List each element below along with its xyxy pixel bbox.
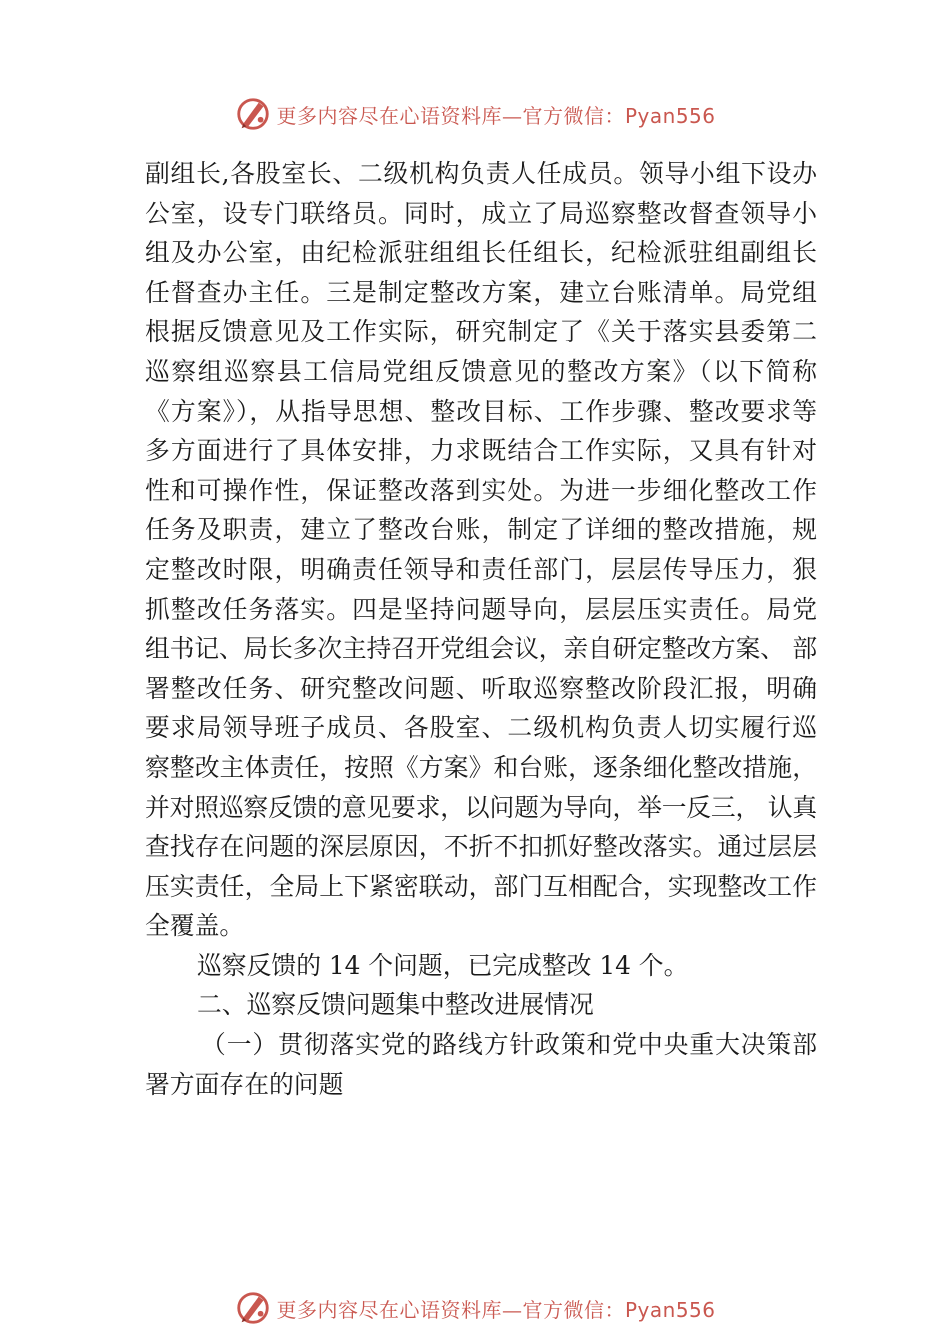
text-line: 组及办公室，由纪检派驻组组长任组长，纪检派驻组副组长 bbox=[145, 238, 817, 268]
text-line: 公室，设专门联络员。同时，成立了局巡察整改督查领导小 bbox=[145, 198, 817, 228]
text-line: （一）贯彻落实党的路线方针政策和党中央重大决策部 bbox=[201, 1030, 817, 1060]
text-line: 巡察组巡察县工信局党组反馈意见的整改方案》（以下简称 bbox=[145, 356, 817, 386]
text-line: 《方案》），从指导思想、整改目标、工作步骤、整改要求等 bbox=[145, 396, 817, 426]
text-line: 要求局领导班子成员、各股室、二级机构负责人切实履行巡 bbox=[145, 713, 817, 743]
document-body bbox=[145, 154, 817, 1104]
text-line: 根据反馈意见及工作实际，研究制定了《关于落实县委第二 bbox=[145, 317, 817, 347]
header-banner bbox=[0, 92, 950, 136]
text-line: 压实责任，全局上下紧密联动，部门互相配合，实现整改工作 bbox=[145, 871, 817, 901]
footer-banner bbox=[0, 1286, 950, 1330]
text-line: 并对照巡察反馈的意见要求，以问题为导向，举一反三， 认真 bbox=[145, 792, 817, 822]
banner-wechat-id: Pyan556 bbox=[624, 1297, 716, 1322]
text-line: 察整改主体责任，按照《方案》和台账，逐条细化整改措施， bbox=[145, 752, 817, 782]
text-line: 巡察反馈的 14 个问题，已完成整改 14 个。 bbox=[197, 950, 689, 980]
text-line: 署整改任务、研究整改问题、听取巡察整改阶段汇报，明确 bbox=[145, 673, 817, 703]
banner-text bbox=[276, 100, 715, 129]
text-line: 抓整改任务落实。四是坚持问题导向，层层压实责任。局党 bbox=[145, 594, 817, 624]
section-heading bbox=[145, 985, 817, 1025]
paragraph-2 bbox=[145, 946, 817, 986]
text-line: 二、巡察反馈问题集中整改进展情况 bbox=[197, 990, 594, 1020]
text-line: 性和可操作性，保证整改落到实处。为进一步细化整改工作 bbox=[145, 475, 817, 505]
subsection-heading bbox=[145, 1025, 817, 1104]
banner-text bbox=[276, 1294, 715, 1323]
text-line: 任务及职责，建立了整改台账，制定了详细的整改措施，规 bbox=[145, 515, 817, 545]
banner-dash: — bbox=[501, 103, 523, 128]
pen-logo-icon bbox=[234, 1289, 272, 1327]
banner-official-label: 官方微信： bbox=[522, 103, 625, 128]
text-line: 多方面进行了具体安排，力求既结合工作实际，又具有针对 bbox=[145, 436, 817, 466]
text-line: 副组长,各股室长、二级机构负责人任成员。领导小组下设办 bbox=[145, 159, 817, 188]
banner-wechat-id: Pyan556 bbox=[624, 103, 716, 128]
text-line: 署方面存在的问题 bbox=[145, 1069, 344, 1099]
banner-dash: — bbox=[501, 1297, 523, 1322]
text-line: 组书记、局长多次主持召开党组会议，亲自研定整改方案、 部 bbox=[145, 634, 817, 664]
banner-slogan: 更多内容尽在心语资料库 bbox=[276, 103, 502, 128]
text-line: 定整改时限，明确责任领导和责任部门，层层传导压力，狠 bbox=[145, 554, 817, 584]
banner-official-label: 官方微信： bbox=[522, 1297, 625, 1322]
text-line: 查找存在问题的深层原因，不折不扣抓好整改落实。通过层层 bbox=[145, 832, 817, 862]
paragraph-1 bbox=[145, 154, 817, 946]
text-line: 全覆盖。 bbox=[145, 911, 245, 941]
text-line: 任督查办主任。三是制定整改方案，建立台账清单。局党组 bbox=[145, 277, 817, 307]
banner-slogan: 更多内容尽在心语资料库 bbox=[276, 1297, 502, 1322]
pen-logo-icon bbox=[234, 95, 272, 133]
